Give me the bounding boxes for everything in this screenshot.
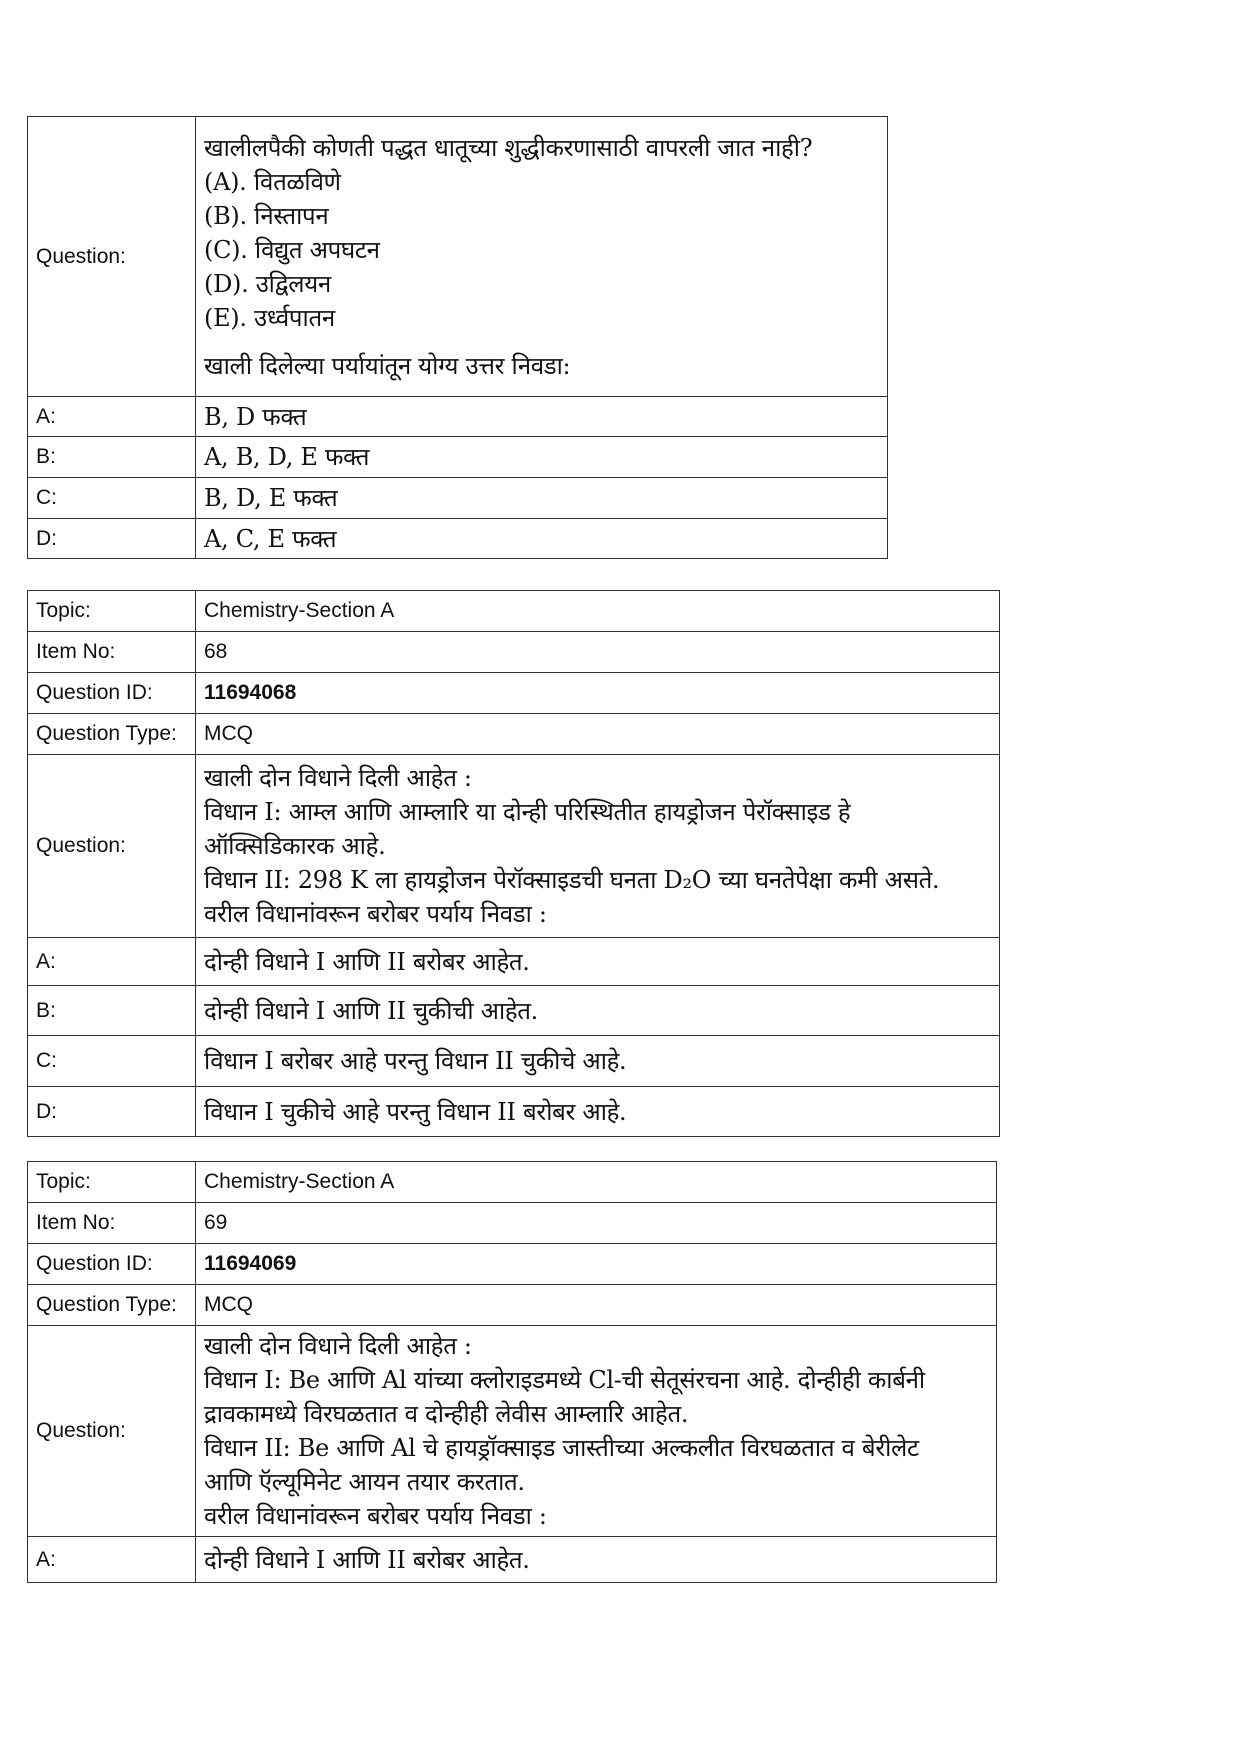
option-text: दोन्ही विधाने I आणि II बरोबर आहेत. xyxy=(196,1537,997,1583)
option-row-a xyxy=(28,397,888,437)
topic-label: Topic: xyxy=(28,591,196,632)
question-text xyxy=(196,755,1000,938)
question-footer: खाली दिलेल्या पर्यायांतून योग्य उत्तर निवडा: xyxy=(204,351,571,380)
topic-value: Chemistry-Section A xyxy=(196,591,1000,632)
option-label: A: xyxy=(28,938,196,986)
question-line: (E). उर्ध्वपातन xyxy=(204,303,335,332)
question-line: (C). विद्युत अपघटन xyxy=(204,235,380,264)
question-line: विधान I: आम्ल आणि आम्लारि या दोन्ही परिस्थितीत हायड्रोजन पेरॉक्साइड हे xyxy=(204,798,851,826)
option-row-b xyxy=(28,437,888,478)
question-id-label: Question ID: xyxy=(28,1244,196,1285)
option-label: D: xyxy=(28,519,196,559)
question-label: Question: xyxy=(28,755,196,938)
option-label: A: xyxy=(28,397,196,437)
question-table-68 xyxy=(27,590,1000,1137)
question-line: खालीलपैकी कोणती पद्धत धातूच्या शुद्धीकरणासाठी वापरली जात नाही? xyxy=(204,133,813,162)
option-row-a xyxy=(28,938,1000,986)
option-text: A, B, D, E फक्त xyxy=(196,437,888,478)
question-line: ऑक्सिडिकारक आहे. xyxy=(204,832,386,860)
option-label: C: xyxy=(28,478,196,519)
question-type-label: Question Type: xyxy=(28,714,196,755)
question-line: खाली दोन विधाने दिली आहेत : xyxy=(204,764,472,792)
question-line: विधान II: Be आणि Al चे हायड्रॉक्साइड जास्तीच्या अल्कलीत विरघळतात व बेरीलेट xyxy=(204,1434,919,1462)
question-id-label: Question ID: xyxy=(28,673,196,714)
question-line: (D). उद्विलयन xyxy=(204,269,331,298)
question-line: वरील विधानांवरून बरोबर पर्याय निवडा : xyxy=(204,1502,547,1530)
item-no-label: Item No: xyxy=(28,632,196,673)
question-text xyxy=(196,1326,997,1537)
question-line: विधान II: 298 K ला हायड्रोजन पेरॉक्साइडची घनता D₂O च्या घनतेपेक्षा कमी असते. xyxy=(204,866,940,894)
question-id-value: 11694068 xyxy=(196,673,1000,714)
topic-value: Chemistry-Section A xyxy=(196,1162,997,1203)
option-text: विधान I बरोबर आहे परन्तु विधान II चुकीचे आहे. xyxy=(196,1036,1000,1087)
option-row-d xyxy=(28,1087,1000,1137)
item-no-label: Item No: xyxy=(28,1203,196,1244)
option-row-c xyxy=(28,478,888,519)
question-line: आणि ऍल्यूमिनेट आयन तयार करतात. xyxy=(204,1468,525,1496)
option-row-c xyxy=(28,1036,1000,1087)
question-type-value: MCQ xyxy=(196,714,1000,755)
option-text: A, C, E फक्त xyxy=(196,519,888,559)
question-line: (A). वितळविणे xyxy=(204,167,341,196)
item-no-value: 68 xyxy=(196,632,1000,673)
option-label: B: xyxy=(28,986,196,1036)
option-label: A: xyxy=(28,1537,196,1583)
option-label: C: xyxy=(28,1036,196,1087)
option-text: B, D, E फक्त xyxy=(196,478,888,519)
option-row-d xyxy=(28,519,888,559)
topic-label: Topic: xyxy=(28,1162,196,1203)
option-row-a xyxy=(28,1537,997,1583)
option-text: B, D फक्त xyxy=(196,397,888,437)
option-text: विधान I चुकीचे आहे परन्तु विधान II बरोबर आहे. xyxy=(196,1087,1000,1137)
option-row-b xyxy=(28,986,1000,1036)
question-table-69 xyxy=(27,1161,997,1583)
question-type-value: MCQ xyxy=(196,1285,997,1326)
question-type-label: Question Type: xyxy=(28,1285,196,1326)
question-label: Question: xyxy=(28,1326,196,1537)
option-label: B: xyxy=(28,437,196,478)
question-table-1 xyxy=(27,116,888,559)
question-line: खाली दोन विधाने दिली आहेत : xyxy=(204,1332,472,1360)
question-text xyxy=(196,117,888,397)
option-text: दोन्ही विधाने I आणि II बरोबर आहेत. xyxy=(196,938,1000,986)
question-line: (B). निस्तापन xyxy=(204,201,329,230)
question-line: द्रावकामध्ये विरघळतात व दोन्हीही लेवीस आम्लारि आहेत. xyxy=(204,1400,689,1428)
question-line: विधान I: Be आणि Al यांच्या क्लोराइडमध्ये Cl-ची सेतूसंरचना आहे. दोन्हीही कार्बनी xyxy=(204,1366,925,1394)
option-label: D: xyxy=(28,1087,196,1137)
question-line: वरील विधानांवरून बरोबर पर्याय निवडा : xyxy=(204,900,547,928)
question-label: Question: xyxy=(28,117,196,397)
item-no-value: 69 xyxy=(196,1203,997,1244)
option-text: दोन्ही विधाने I आणि II चुकीची आहेत. xyxy=(196,986,1000,1036)
question-id-value: 11694069 xyxy=(196,1244,997,1285)
